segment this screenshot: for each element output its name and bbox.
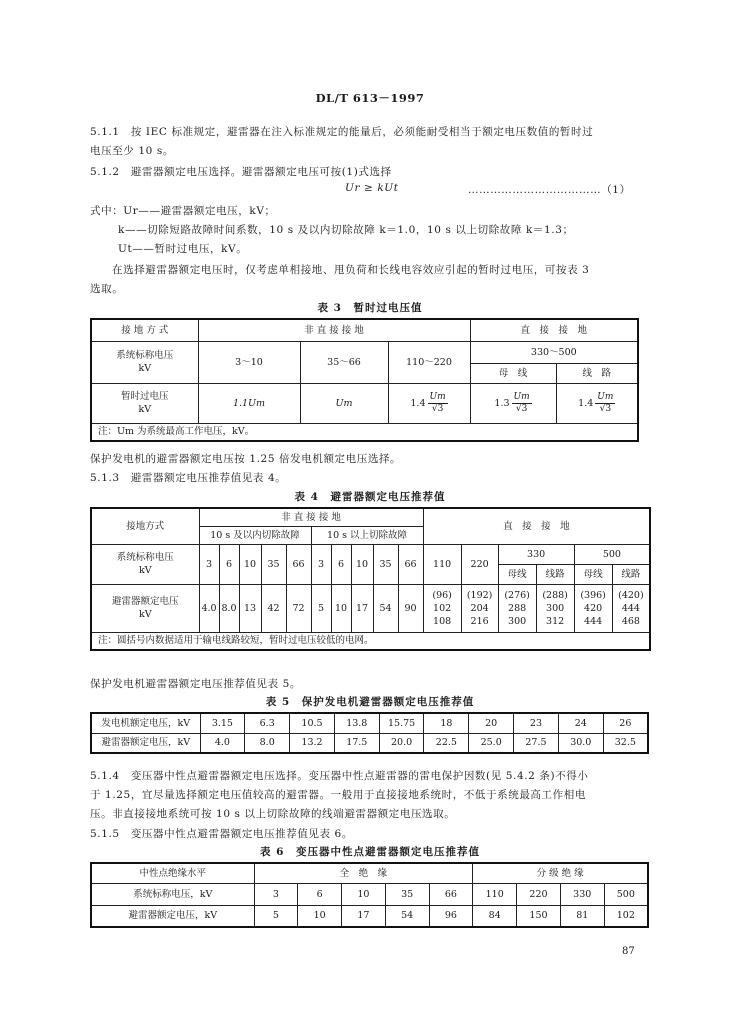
t4-ur-330b-b: 288: [508, 602, 527, 614]
t4-ur-direct-330-bus: [498, 584, 536, 632]
t4-h-bus-500: 母线: [574, 564, 612, 584]
t4-h-ur-l1: 避雷器额定电压: [111, 596, 179, 607]
t6-ur-4: 54: [385, 905, 429, 927]
t4-sys-non-10: 66: [398, 544, 423, 584]
t3-frac-den: √3: [431, 403, 444, 414]
section-5-1-2-title: 5.1.2 避雷器额定电压选择。避雷器额定电压可按(1)式选择: [90, 166, 392, 178]
t4-sys-non-9: 35: [373, 544, 398, 584]
t3-h-tov-l2: kV: [138, 404, 152, 415]
table4: [90, 507, 651, 651]
t4-ur-330l-b: 300: [546, 602, 565, 614]
table5-caption: 表 5 保护发电机避雷器额定电压推荐值: [265, 696, 475, 708]
t4-ur-330b-c: 300: [508, 615, 527, 627]
document-header: DL/T 613－1997: [315, 91, 425, 105]
t5-gen-4: 13.8: [334, 713, 379, 733]
t3-tov-5-frac: [595, 392, 615, 415]
where-ur: 式中：Ur——避雷器额定电压，kV；: [90, 205, 276, 217]
t6-sys-5: 66: [429, 883, 473, 905]
t3-frac-num: Um: [597, 391, 614, 402]
para-select-line1: 在选择避雷器额定电压时，仅考虑单相接地、甩负荷和长线电容效应引起的暂时过电压，可按表 3: [112, 264, 590, 276]
t4-ur-non-5: 72: [286, 584, 311, 632]
t3-h-sys-l1: 系统标称电压: [116, 350, 174, 361]
t4-h-ur-l2: kV: [138, 609, 152, 620]
t6-ur-5: 96: [429, 905, 473, 927]
t3-h-direct: 直 接 接 地: [470, 319, 638, 341]
t5-ur-3: 13.2: [290, 733, 335, 753]
t4-sys-non-6: 3: [311, 544, 331, 584]
t3-frac-num: Um: [429, 391, 446, 402]
t5-gen-1: 3.15: [200, 713, 245, 733]
formula-1: Ur ≥ kUt: [345, 182, 399, 194]
t5-gen-8: 23: [514, 713, 559, 733]
t4-h-ur: [91, 584, 199, 632]
t3-tov-5-coef: 1.4: [578, 397, 594, 409]
t4-ur-non-6: 5: [311, 584, 331, 632]
t4-ur-500l-c: 468: [621, 615, 640, 627]
para-generator-2: 保护发电机避雷器额定电压推荐值见表 5。: [90, 678, 302, 690]
t5-gen-7: 20: [469, 713, 514, 733]
t4-sys-non-8: 10: [351, 544, 373, 584]
table4-caption: 表 4 避雷器额定电压推荐值: [294, 491, 446, 503]
t3-h-bus: 母 线: [470, 363, 556, 383]
t4-ur-330l-a: (288): [542, 589, 568, 601]
t4-sys-direct-500: 500: [574, 544, 650, 564]
t4-note: 注：圆括号内数据适用于输电线路较短，暂时过电压较低的电网。: [91, 632, 650, 650]
t4-ur-500l-b: 444: [621, 602, 640, 614]
t5-gen-6: 18: [424, 713, 469, 733]
t3-tov-3: [388, 383, 470, 423]
t4-ur-non-7: 10: [331, 584, 351, 632]
t3-h-sys-l2: kV: [138, 363, 152, 374]
section-5-1-5: 5.1.5 变压器中性点避雷器额定电压推荐值见表 6。: [90, 828, 353, 840]
t4-sys-direct-220: 220: [461, 544, 498, 584]
t4-ur-non-10: 90: [398, 584, 423, 632]
t4-h-non: 非 直 接 接 地: [199, 508, 423, 526]
t4-sys-non-5: 66: [286, 544, 311, 584]
t4-ur-500b-b: 420: [584, 602, 603, 614]
t3-h-ground: 接 地 方 式: [91, 319, 198, 341]
t6-ur-9: 102: [604, 905, 648, 927]
t5-gen-9: 24: [558, 713, 603, 733]
section-5-1-1-line2: 电压至少 10 s。: [90, 145, 174, 157]
t6-sys-6: 110: [473, 883, 517, 905]
t4-ur-non-1: 4.0: [199, 584, 219, 632]
t3-tov-3-frac: [428, 392, 448, 415]
t3-h-tov-l1: 暂时过电压: [120, 391, 169, 402]
t4-ur-110-a: (96): [432, 589, 452, 601]
t3-frac-den: √3: [515, 403, 528, 414]
t6-h-ur: 避雷器额定电压，kV: [91, 905, 254, 927]
t4-ur-500b-a: (396): [580, 589, 606, 601]
t4-ur-direct-330-line: [536, 584, 574, 632]
t4-sys-direct-110: 110: [423, 544, 461, 584]
t4-ur-330l-c: 312: [546, 615, 565, 627]
t3-tov-1: 1.1Um: [198, 383, 300, 423]
t3-h-tov: [91, 383, 198, 423]
t6-h-ins: 中性点绝缘水平: [91, 863, 254, 883]
t6-h-full: 全 绝 缘: [254, 863, 473, 883]
t6-sys-1: 3: [254, 883, 298, 905]
t5-h-ur: 避雷器额定电压，kV: [91, 733, 200, 753]
t6-ur-2: 10: [298, 905, 342, 927]
t5-gen-5: 15.75: [379, 713, 424, 733]
t3-frac-den: √3: [599, 403, 612, 414]
t4-sys-direct-330: 330: [498, 544, 574, 564]
t3-tov-4-coef: 1.3: [494, 397, 510, 409]
t4-sys-non-7: 6: [331, 544, 351, 584]
t4-ur-direct-220: [461, 584, 498, 632]
section-5-1-4-line1: 5.1.4 变压器中性点避雷器额定电压选择。变压器中性点避雷器的雷电保护因数(见 5.4.2 条)不得小: [90, 770, 589, 782]
t4-ur-non-3: 13: [239, 584, 261, 632]
t3-sys-2: 35～66: [300, 341, 388, 383]
t4-ur-direct-500-line: [612, 584, 650, 632]
t5-gen-2: 6.3: [245, 713, 290, 733]
t6-ur-8: 81: [560, 905, 604, 927]
table6-caption: 表 6 变压器中性点避雷器额定电压推荐值: [260, 846, 480, 858]
t4-ur-non-2: 8.0: [219, 584, 239, 632]
t5-ur-8: 27.5: [514, 733, 559, 753]
t5-gen-10: 26: [603, 713, 648, 733]
t3-tov-5: [556, 383, 638, 423]
t6-sys-7: 220: [517, 883, 561, 905]
t4-h-sys: [91, 544, 199, 584]
table5: [90, 712, 649, 754]
t5-ur-4: 17.5: [334, 733, 379, 753]
t4-ur-220-c: 216: [470, 615, 489, 627]
t5-ur-1: 4.0: [200, 733, 245, 753]
t4-h-10out: 10 s 以上切除故障: [311, 526, 423, 544]
t4-ur-500b-c: 444: [584, 615, 603, 627]
t4-h-line-500: 线路: [612, 564, 650, 584]
t3-tov-3-coef: 1.4: [410, 397, 426, 409]
t3-tov-4-frac: [512, 392, 532, 415]
t3-h-sys: [91, 341, 198, 383]
section-5-1-1-line1: 5.1.1 按 IEC 标准规定，避雷器在注入标准规定的能量后，必须能耐受相当于额定电压数值的暂时过: [90, 126, 594, 138]
t4-sys-non-2: 6: [219, 544, 239, 584]
t3-sys-3: 110～220: [388, 341, 470, 383]
t6-ur-7: 150: [517, 905, 561, 927]
t4-sys-non-3: 10: [239, 544, 261, 584]
t4-ur-direct-500-bus: [574, 584, 612, 632]
t4-ur-direct-110: [423, 584, 461, 632]
t5-gen-3: 10.5: [290, 713, 335, 733]
t4-ur-non-9: 54: [373, 584, 398, 632]
para-select-line2: 选取。: [90, 283, 124, 295]
t6-h-graded: 分 级 绝 缘: [473, 863, 648, 883]
section-5-1-4-line3: 压。非直接接地系统可按 10 s 以上切除故障的线端避雷器额定电压选取。: [90, 808, 456, 820]
t4-h-sys-l1: 系统标称电压: [116, 552, 174, 563]
t6-ur-1: 5: [254, 905, 298, 927]
where-k: k——切除短路故障时间系数，10 s 及以内切除故障 k＝1.0，10 s 以上切除故障 k＝1.3；: [118, 224, 574, 236]
t5-ur-2: 8.0: [245, 733, 290, 753]
page-number: 87: [622, 946, 635, 957]
t4-h-ground: 接地方式: [91, 508, 199, 544]
t4-sys-non-4: 35: [261, 544, 286, 584]
t3-sys-4: 330～500: [470, 341, 638, 363]
t5-ur-10: 32.5: [603, 733, 648, 753]
t6-sys-4: 35: [385, 883, 429, 905]
t4-ur-330b-a: (276): [504, 589, 530, 601]
t3-note: 注：Um 为系统最高工作电压，kV。: [91, 423, 638, 441]
t5-ur-6: 22.5: [424, 733, 469, 753]
t4-h-line-330: 线路: [536, 564, 574, 584]
t4-h-10in: 10 s 及以内切除故障: [199, 526, 311, 544]
t4-ur-500l-a: (420): [618, 589, 644, 601]
table3: [90, 318, 639, 442]
t3-frac-num: Um: [513, 391, 530, 402]
t6-sys-2: 6: [298, 883, 342, 905]
t4-ur-non-8: 17: [351, 584, 373, 632]
t4-ur-non-4: 42: [261, 584, 286, 632]
t5-ur-9: 30.0: [558, 733, 603, 753]
t4-ur-110-c: 108: [433, 615, 452, 627]
t5-ur-7: 25.0: [469, 733, 514, 753]
table3-caption: 表 3 暂时过电压值: [317, 302, 423, 314]
t6-ur-6: 84: [473, 905, 517, 927]
t6-ur-3: 17: [342, 905, 386, 927]
formula-number: ………………………………（1）: [468, 184, 631, 196]
t5-h-gen: 发电机额定电压，kV: [91, 713, 200, 733]
section-5-1-3: 5.1.3 避雷器额定电压推荐值见表 4。: [90, 472, 287, 484]
t3-sys-1: 3～10: [198, 341, 300, 383]
t4-ur-220-b: 204: [470, 602, 489, 614]
t6-sys-8: 330: [560, 883, 604, 905]
section-5-1-4-line2: 于 1.25，宜尽量选择额定电压值较高的避雷器。一般用于直接接地系统时，不低于系统最高工作相电: [90, 789, 586, 801]
t4-h-bus-330: 母线: [498, 564, 536, 584]
t4-h-direct: 直 接 接 地: [423, 508, 650, 544]
where-ut: Ut——暂时过电压，kV。: [118, 243, 248, 255]
t4-ur-110-b: 102: [433, 602, 452, 614]
t4-h-sys-l2: kV: [138, 565, 152, 576]
t3-tov-2: Um: [300, 383, 388, 423]
t3-tov-4: [470, 383, 556, 423]
t6-sys-9: 500: [604, 883, 648, 905]
t6-h-sys: 系统标称电压，kV: [91, 883, 254, 905]
t3-h-non: 非 直 接 接 地: [198, 319, 470, 341]
t4-sys-non-1: 3: [199, 544, 219, 584]
t6-sys-3: 10: [342, 883, 386, 905]
para-generator-1: 保护发电机的避雷器额定电压按 1.25 倍发电机额定电压选择。: [90, 453, 402, 465]
t5-ur-5: 20.0: [379, 733, 424, 753]
t4-ur-220-a: (192): [466, 589, 493, 601]
table6: [90, 862, 649, 928]
t3-h-line: 线 路: [556, 363, 638, 383]
